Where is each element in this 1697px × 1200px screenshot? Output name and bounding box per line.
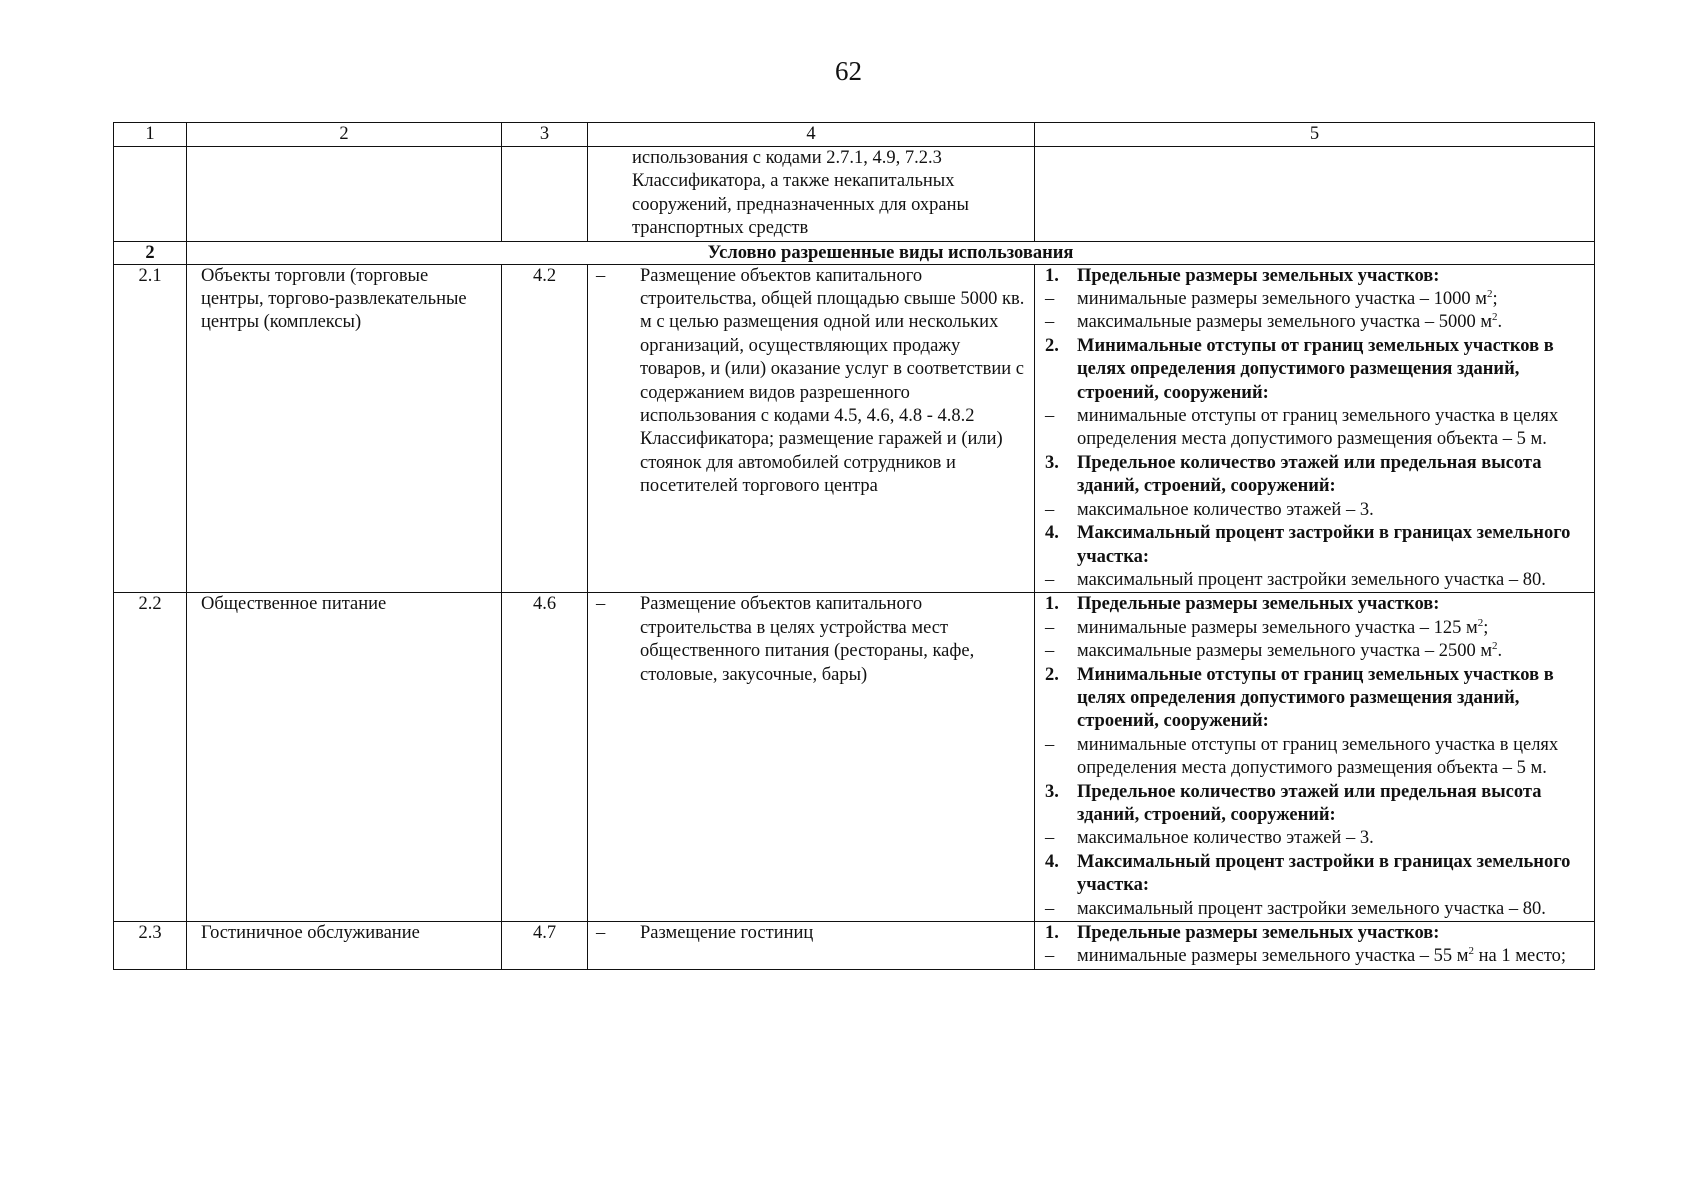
requirement-item xyxy=(1045,827,1586,850)
dash-marker: – xyxy=(596,594,606,615)
list-marker: 3. xyxy=(1045,781,1059,802)
row-description-cell xyxy=(588,922,1035,970)
requirement-heading xyxy=(1045,452,1586,499)
table-row xyxy=(114,593,1595,922)
requirement-text: минимальные размеры земельного участка – 125 $м^2$; xyxy=(1077,616,1489,638)
list-marker: – xyxy=(1045,499,1055,520)
table-row xyxy=(114,922,1595,970)
requirement-text: максимальное количество этажей – 3. xyxy=(1077,828,1374,849)
list-marker: 1. xyxy=(1045,265,1059,286)
requirement-text: Предельные размеры земельных участков: xyxy=(1077,923,1440,943)
requirement-text: максимальные размеры земельного участка – 2500 $м^2$. xyxy=(1077,639,1503,662)
requirement-text: максимальный процент застройки земельного участка – 80. xyxy=(1077,898,1546,919)
requirement-text: Минимальные отступы от границ земельных участков в целях определения допустимого размещения зданий, строений, сооружений: xyxy=(1077,335,1554,403)
list-marker: 1. xyxy=(1045,923,1059,943)
section-number: 2 xyxy=(114,241,187,264)
list-marker: 3. xyxy=(1045,452,1059,473)
superscript: 2 xyxy=(1487,287,1493,300)
superscript: 2 xyxy=(1492,639,1498,652)
dash-marker: – xyxy=(596,923,606,943)
row-description: Размещение объектов капитального строительства в целях устройства мест общественного питания (рестораны, кафе, столовые, закусочные, бары) xyxy=(640,594,975,685)
list-marker: – xyxy=(1045,734,1055,755)
continuation-row xyxy=(114,147,1595,242)
requirement-text: Максимальный процент застройки в границах земельного участка: xyxy=(1077,851,1571,896)
requirement-text: Максимальный процент застройки в границах земельного участка: xyxy=(1077,523,1571,567)
superscript: 2 xyxy=(1477,616,1484,629)
requirement-heading xyxy=(1045,335,1586,405)
list-marker: 2. xyxy=(1045,664,1059,685)
requirement-heading xyxy=(1045,664,1586,734)
requirement-heading xyxy=(1045,593,1586,616)
requirement-text: Предельные размеры земельных участков: xyxy=(1077,265,1440,286)
requirement-heading xyxy=(1045,522,1586,569)
row-name: Общественное питание xyxy=(187,593,502,922)
row-description-cell xyxy=(588,264,1035,593)
row-number: 2.2 xyxy=(114,593,187,922)
section-title: Условно разрешенные виды использования xyxy=(187,241,1595,264)
list-marker: – xyxy=(1045,569,1055,590)
superscript: 2 xyxy=(1468,945,1474,958)
dash-marker: – xyxy=(596,265,606,286)
superscript: 2 xyxy=(1492,311,1498,324)
list-marker: – xyxy=(1045,289,1055,310)
requirement-item xyxy=(1045,311,1586,334)
requirement-text: Предельное количество этажей или предельная высота зданий, строений, сооружений: xyxy=(1077,781,1542,825)
requirements-cell xyxy=(1035,264,1595,593)
row-description: Размещение объектов капитального строительства, общей площадью свыше 5000 кв. м с целью размещения одной или нескольких организаций, осуществляющих продажу товаров, и (или) оказание услуг в соответствии с содержанием видов разрешенного использования с кодами 4.5, 4.6, 4.8 - 4.8.2 Классификатора; размещение гаражей и (или) стоянок для автомобилей сотрудников и посетителей торгового центра xyxy=(640,265,1025,497)
requirement-item xyxy=(1045,734,1586,781)
requirement-heading xyxy=(1045,265,1586,288)
requirement-item xyxy=(1045,499,1586,522)
table-row xyxy=(114,264,1595,593)
regulations-table xyxy=(113,122,1595,970)
list-marker: – xyxy=(1045,898,1055,919)
requirement-item xyxy=(1045,640,1586,663)
requirement-text: минимальные отступы от границ земельного участка в целях определения места допустимого размещения объекта – 5 м. xyxy=(1077,406,1559,450)
requirement-heading xyxy=(1045,781,1586,828)
requirement-text: Предельное количество этажей или предельная высота зданий, строений, сооружений: xyxy=(1077,452,1542,497)
requirement-heading xyxy=(1045,851,1586,898)
requirement-item xyxy=(1045,405,1586,452)
table-body xyxy=(114,264,1595,969)
section-row xyxy=(114,241,1595,264)
column-number-header: 3 xyxy=(502,123,588,147)
row-code: 4.2 xyxy=(502,264,588,593)
header-row xyxy=(114,123,1595,147)
requirement-text: максимальный процент застройки земельного участка – 80. xyxy=(1077,569,1546,590)
requirement-item xyxy=(1045,898,1586,921)
row-number: 2.1 xyxy=(114,264,187,593)
requirement-item xyxy=(1045,617,1586,640)
requirement-text: минимальные размеры земельного участка – 55 $м^2$ на 1 место; xyxy=(1077,945,1567,967)
description-item xyxy=(588,922,1034,945)
list-marker: – xyxy=(1045,946,1055,967)
row-code: 4.7 xyxy=(502,922,588,970)
row-name: Гостиничное обслуживание xyxy=(187,922,502,970)
requirement-text: Предельные размеры земельных участков: xyxy=(1077,594,1440,615)
requirement-item xyxy=(1045,945,1586,968)
list-marker: – xyxy=(1045,312,1055,333)
list-marker: – xyxy=(1045,406,1055,427)
requirement-item xyxy=(1045,569,1586,592)
row-description-cell xyxy=(588,593,1035,922)
column-number-header: 2 xyxy=(187,123,502,147)
list-marker: – xyxy=(1045,828,1055,849)
continuation-description: использования с кодами 2.7.1, 4.9, 7.2.3 Классификатора, а также некапитальных сооружений, предназначенных для охраны транспортных средств xyxy=(588,147,1035,242)
list-marker: – xyxy=(1045,617,1055,638)
requirement-text: минимальные размеры земельного участка – 1000 $м^2$; xyxy=(1077,287,1498,310)
list-marker: 1. xyxy=(1045,594,1059,615)
requirement-item xyxy=(1045,288,1586,311)
column-number-header: 5 xyxy=(1035,123,1595,147)
requirements-cell xyxy=(1035,593,1595,922)
row-code: 4.6 xyxy=(502,593,588,922)
requirement-heading xyxy=(1045,922,1586,945)
row-name: Объекты торговли (торговые центры, торгово-развлекательные центры (комплексы) xyxy=(187,264,502,593)
requirement-text: максимальное количество этажей – 3. xyxy=(1077,499,1374,520)
requirements-cell xyxy=(1035,922,1595,970)
row-number: 2.3 xyxy=(114,922,187,970)
description-item xyxy=(588,593,1034,687)
list-marker: 4. xyxy=(1045,523,1059,544)
requirement-text: максимальные размеры земельного участка – 5000 $м^2$. xyxy=(1077,311,1503,333)
list-marker: 2. xyxy=(1045,335,1059,356)
list-marker: – xyxy=(1045,641,1055,662)
column-number-header: 1 xyxy=(114,123,187,147)
column-number-header: 4 xyxy=(588,123,1035,147)
row-description: Размещение гостиниц xyxy=(640,923,814,943)
page-number: 62 xyxy=(835,56,862,86)
requirement-text: минимальные отступы от границ земельного участка в целях определения места допустимого размещения объекта – 5 м. xyxy=(1077,734,1559,779)
description-item xyxy=(588,265,1034,499)
list-marker: 4. xyxy=(1045,851,1059,872)
requirement-text: Минимальные отступы от границ земельных участков в целях определения допустимого размещения зданий, строений, сооружений: xyxy=(1077,664,1554,732)
